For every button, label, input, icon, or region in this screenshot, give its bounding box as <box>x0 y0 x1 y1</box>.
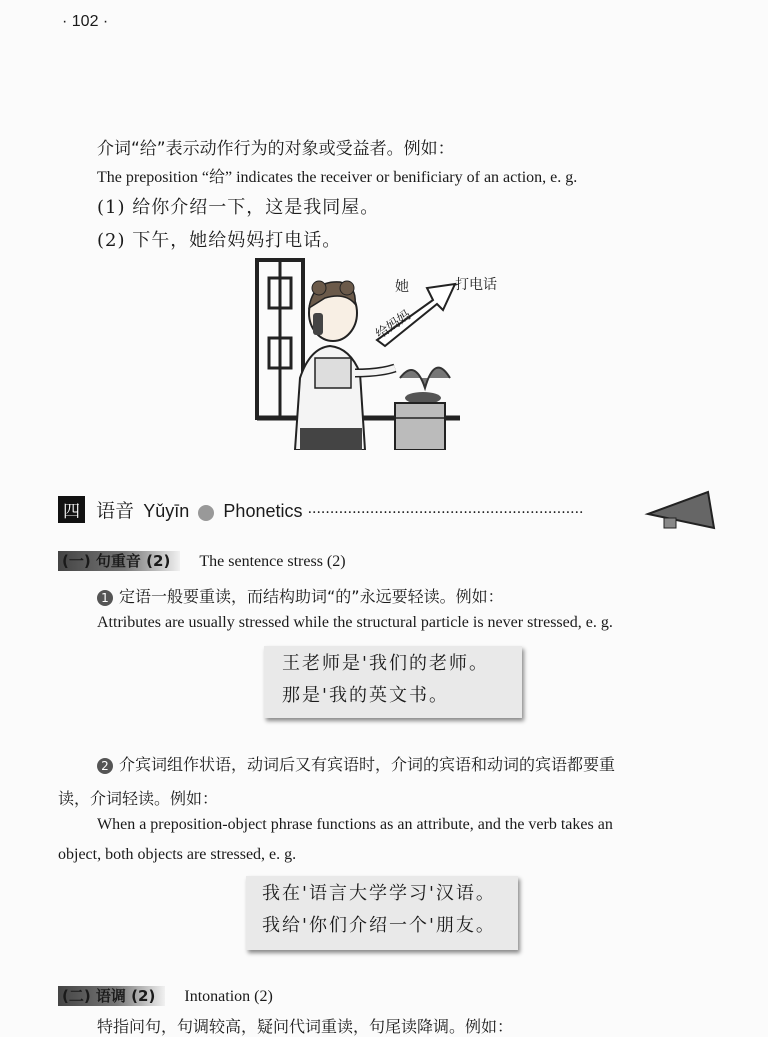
part2-line: 特指问句，句调较高，疑问代词重读，句尾读降调。例如： <box>97 1017 514 1036</box>
rule2-zh-2: 读，介词轻读。例如： <box>58 789 219 808</box>
rule1-en: Attributes are usually stressed while the structural particle is never stressed, e. g. <box>97 614 613 631</box>
rule2-number: 2 <box>97 758 113 774</box>
example-box-1 <box>264 646 522 718</box>
section-dots: ······························································ <box>307 505 584 521</box>
example-1: (1) 给你介绍一下，这是我同屋。 <box>97 197 380 218</box>
part2-tag: (二) 语调 (2) <box>58 986 165 1006</box>
example-box-2 <box>246 876 518 950</box>
rule2-en-1: When a preposition-object phrase functions as an attribute, and the verb takes an <box>97 816 613 833</box>
intro-en: The preposition “给” indicates the receiver or benificiary of an action, e. g. <box>97 169 578 186</box>
section-badge: 四 <box>58 496 85 523</box>
illustration <box>255 258 520 450</box>
box2-line1: 我在'语言大学学习'汉语。 <box>262 883 496 904</box>
label-she: 她 <box>395 279 409 295</box>
rule2-en-2: object, both objects are stressed, e. g. <box>58 846 297 863</box>
section-title-zh: 语音 <box>96 500 135 522</box>
intro-zh: 介词“给”表示动作行为的对象或受益者。例如： <box>97 139 455 159</box>
part1-en-title: The sentence stress (2) <box>199 553 346 570</box>
label-call: 打电话 <box>455 277 497 293</box>
circle-icon <box>198 505 214 521</box>
part2-en-title: Intonation (2) <box>184 988 273 1005</box>
part1-heading <box>58 550 346 571</box>
part2-heading <box>58 985 273 1006</box>
megaphone-icon <box>644 488 716 536</box>
rule1-zh: 1 定语一般要重读，而结构助词“的”永远要轻读。例如： <box>97 584 504 607</box>
part1-tag: (一) 句重音 (2) <box>58 551 180 571</box>
box1-line1: 王老师是'我们的老师。 <box>282 653 489 674</box>
section-heading <box>58 496 584 526</box>
rule1-number: 1 <box>97 590 113 606</box>
box1-line2: 那是'我的英文书。 <box>282 685 449 706</box>
rule2-zh-1: 2 介宾词组作状语，动词后又有宾语时，介词的宾语和动词的宾语都要重 <box>97 752 615 775</box>
box2-line2: 我给'你们介绍一个'朋友。 <box>262 915 496 936</box>
example-2: (2) 下午，她给妈妈打电话。 <box>97 230 342 251</box>
section-title-pinyin: Yǔyīn <box>143 501 190 521</box>
section-title-en: Phonetics <box>223 501 303 521</box>
label-mom: 给妈妈 <box>373 307 414 343</box>
page-number: · 102 · <box>62 13 109 30</box>
